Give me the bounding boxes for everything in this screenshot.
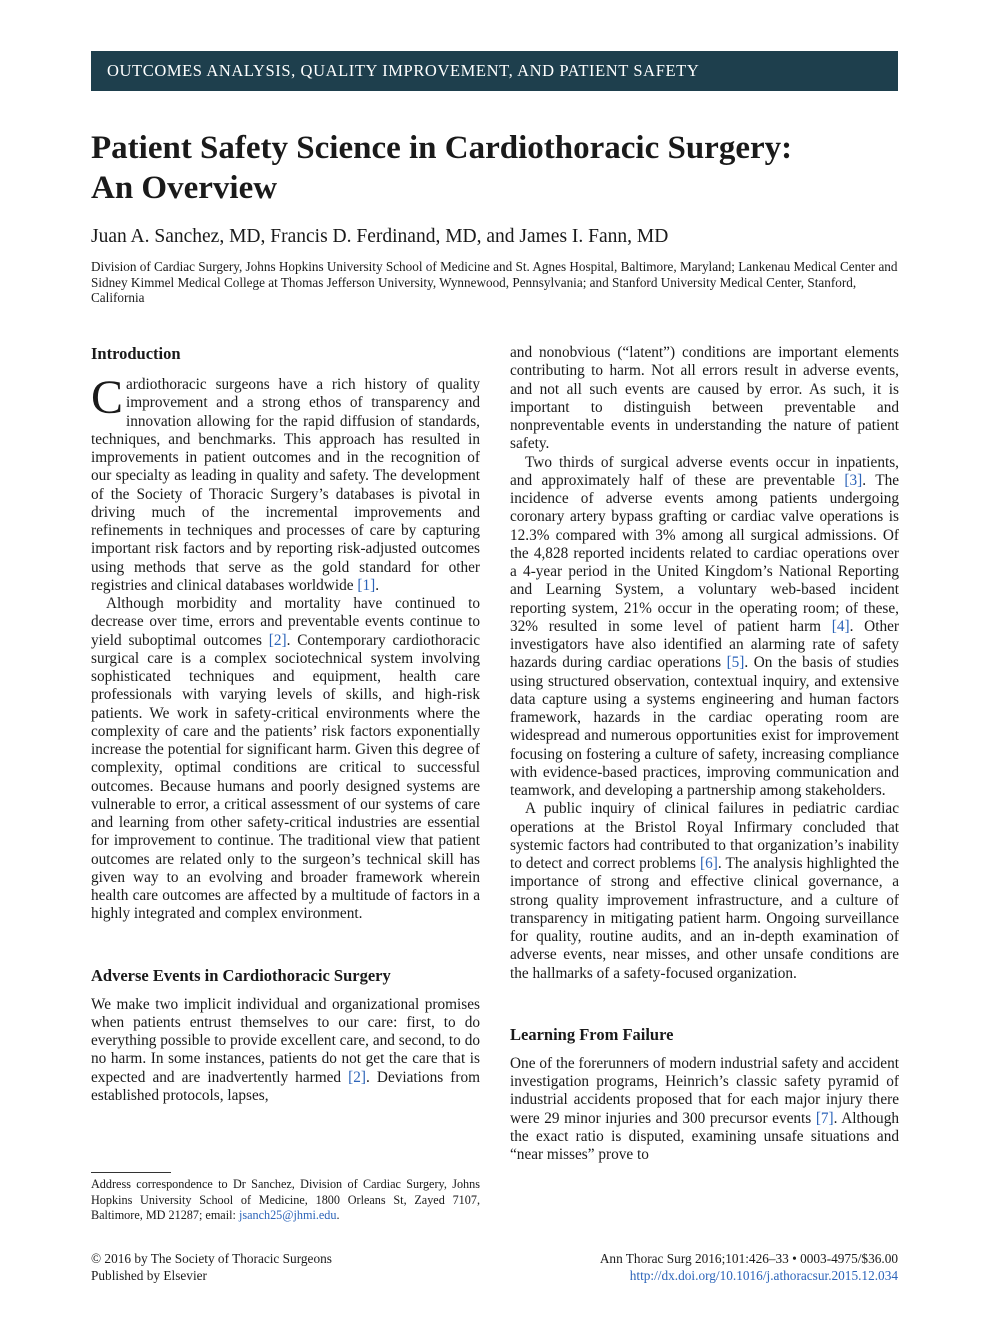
copyright-line: © 2016 by The Society of Thoracic Surgeons (91, 1251, 332, 1266)
adverse-paragraph-1: We make two implicit individual and organizational promises when patients entrust themselves to our care: first, to do everything possible to provide excellent care, and second, to do no harm. In some instances, patients do not get the care that is expected and are inadvertently harmed [2]. Deviations from established protocols, lapses, (91, 995, 480, 1104)
section-heading-adverse-events: Adverse Events in Cardiothoracic Surgery (91, 965, 391, 985)
learning-paragraph-1: One of the forerunners of modern industrial safety and accident investigation programs, Heinrich’s classic safety pyramid of industrial accidents proposed that for each major injury there were 29 minor injuries and 300 precursor events [7]. Although the exact ratio is disputed, examining unsafe situations and “near misses” prove to (510, 1054, 899, 1163)
citation-link[interactable]: [7] (815, 1109, 834, 1127)
intro-paragraph-2: Although morbidity and mortality have continued to decrease over time, errors and preventable events continue to yield suboptimal outcomes [2]. Contemporary cardiothoracic surgical care is a complex sociotechnical system involving sophisticated techniques and equipment, health care professionals with varying levels of skills, and high-risk patients. We work in safety-critical environments where the complexity of care and the patients’ risk factors exponentially increase the potential for significant harm. Given this degree of complexity, optimal conditions are critical to successful outcomes. Because humans and poorly designed systems are vulnerable to error, a critical assessment of our systems of care and learning from other safety-critical industries are essential for improvement to continue. The traditional view that patient outcomes are related only to the surgeon’s technical skill has given way to an evolving and broader framework wherein health care outcomes are affected by a multitude of factors in a highly integrated and complex environment. (91, 595, 480, 923)
author-affiliations: Division of Cardiac Surgery, Johns Hopkins University School of Medicine and St. Agnes Hospital, Baltimore, Maryland; Lankenau Medical Center and Sidney Kimmel Medical College at Thomas Jefferson University, Wynnewood, Pennsylvania; and Stanford University Medical Center, Stanford, California (91, 259, 898, 305)
citation-link[interactable]: [2] (348, 1068, 366, 1086)
drop-cap: C (91, 371, 124, 424)
adverse-paragraph-4: A public inquiry of clinical failures in pediatric cardiac operations at the Bristol Royal Infirmary concluded that systemic factors had contributed to that organization’s inability to detect and correct problems [6]. The analysis highlighted the importance of strong and effective clinical governance, a strong quality improvement infrastructure, and a culture of transparency in mitigating patient harm. Ongoing surveillance for quality, routine audits, and an in-depth examination of adverse events, near misses, and other unsafe conditions are the hallmarks of a safety-focused organization. (510, 800, 899, 982)
banner-label: OUTCOMES ANALYSIS, QUALITY IMPROVEMENT, AND PATIENT SAFETY (107, 61, 700, 80)
adverse-paragraph-3: Two thirds of surgical adverse events occur in inpatients, and approximately half of these are preventable [3]. The incidence of adverse events among patients undergoing coronary artery bypass grafting or cardiac valve operations is 12.3% compared with 3% among all surgical admissions. Of the 4,828 reported incidents related to cardiac operations over a 4-year period in the United Kingdom’s National Reporting and Learning System, a voluntary web-based incident reporting system, 21% occur in the operating room; of these, 32% resulted in some level of patient harm [4]. Other investigators have also identified an alarming rate of safety hazards during cardiac operations [5]. On the basis of studies using structured observation, contextual inquiry, and extensive data capture using a systems engineering and human factors framework, hazards in the cardiac operating room are widespread and numerous opportunities exist for improvement focusing on fostering a culture of safety, increasing compliance with evidence-based practices, improving communication and teamwork, and developing a partnership among stakeholders. (510, 453, 900, 799)
left-column (91, 344, 480, 1105)
footer-left (91, 1250, 332, 1284)
correspondence-footnote: Address correspondence to Dr Sanchez, Division of Cardiac Surgery, Johns Hopkins University School of Medicine, 1800 Orleans St, Zayed 7107, Baltimore, MD 21287; email: jsanch25@jhmi.edu. (91, 1177, 480, 1222)
citation-link[interactable]: [5] (726, 654, 745, 672)
citation-link[interactable]: [4] (831, 617, 850, 635)
doi-link[interactable]: http://dx.doi.org/10.1016/j.athoracsur.2015.12.034 (629, 1268, 898, 1283)
citation-link[interactable]: [1] (357, 576, 376, 594)
section-heading-learning-from-failure: Learning From Failure (510, 1024, 674, 1044)
author-list: Juan A. Sanchez, MD, Francis D. Ferdinand, MD, and James I. Fann, MD (91, 226, 669, 247)
journal-citation: Ann Thorac Surg 2016;101:426–33 • 0003-4975/$36.00 (599, 1251, 898, 1266)
title-line-2: An Overview (91, 170, 278, 206)
footer-right (600, 1250, 898, 1284)
correspondence-email-link[interactable]: jsanch25@jhmi.edu (238, 1208, 337, 1222)
section-heading-introduction: Introduction (91, 344, 181, 363)
citation-link[interactable]: [3] (844, 471, 863, 489)
adverse-paragraph-2: and nonobvious (“latent”) conditions are important elements contributing to harm. Not all errors result in adverse events, and not all such events are caused by error. As such, it is important to distinguish between preventable and nonpreventable events in understanding the nature of patient safety. (510, 344, 899, 453)
right-column (510, 344, 899, 1164)
footnote-rule (91, 1172, 171, 1173)
citation-link[interactable]: [2] (268, 631, 287, 649)
publisher-line: Published by Elsevier (91, 1268, 207, 1283)
intro-paragraph-1: Cardiothoracic surgeons have a rich history of quality improvement and a strong ethos of transparency and innovation allowing for the rapid diffusion of standards, techniques, and benchmarks. This approach has resulted in improvements in patient outcomes and in the recognition of our specialty as leading in quality and safety. The development of the Society of Thoracic Surgery’s databases is pivotal in driving much of the incremental improvements and refinements in techniques and processes of care by capturing important risk factors and by reporting risk-adjusted outcomes using methods that serve as the gold standard for other registries and clinical databases worldwide [1]. (91, 371, 480, 594)
title-line-1: Patient Safety Science in Cardiothoracic Surgery: (91, 130, 793, 166)
article-title (91, 128, 891, 208)
citation-link[interactable]: [6] (700, 855, 718, 872)
section-banner (91, 51, 898, 91)
